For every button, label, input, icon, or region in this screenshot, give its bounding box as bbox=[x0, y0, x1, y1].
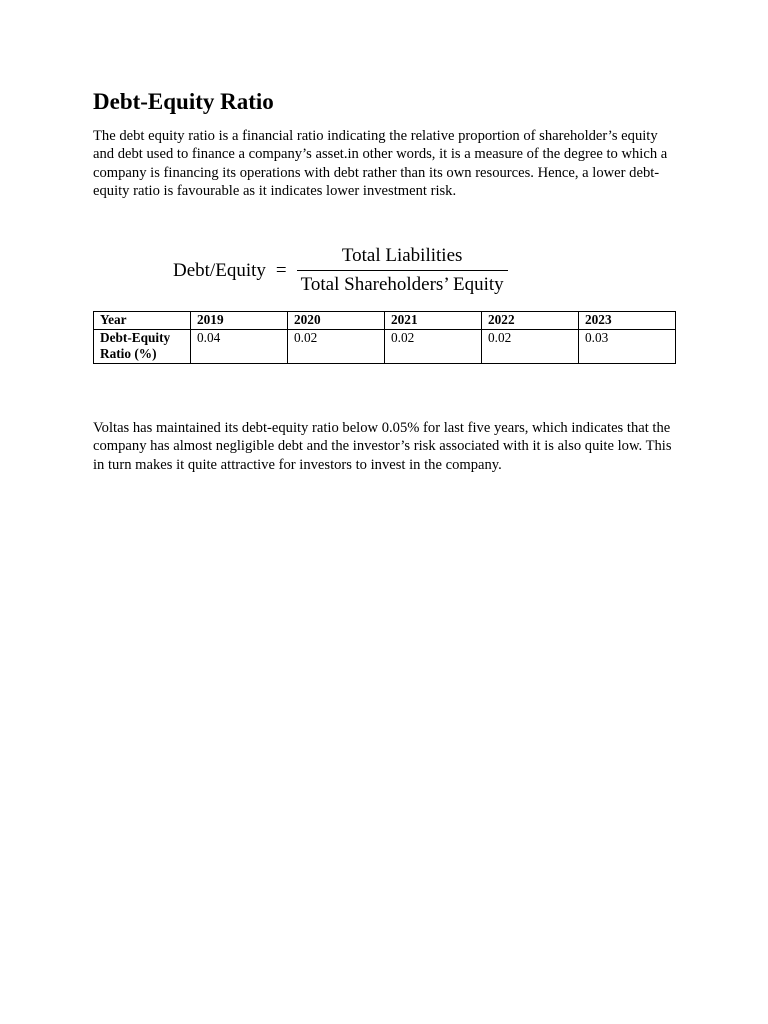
table-header-year: 2022 bbox=[482, 312, 579, 330]
table-header-year: 2019 bbox=[191, 312, 288, 330]
formula-fraction bbox=[297, 244, 508, 297]
formula-lhs: Debt/Equity bbox=[173, 259, 266, 281]
table-cell: 0.04 bbox=[191, 329, 288, 363]
debt-equity-table bbox=[93, 311, 676, 364]
page-title: Debt-Equity Ratio bbox=[93, 89, 274, 114]
formula-denominator: Total Shareholders’ Equity bbox=[300, 274, 504, 295]
table-header-year: 2021 bbox=[385, 312, 482, 330]
table-header-row bbox=[94, 312, 676, 330]
table-row-label: Debt-Equity Ratio (%) bbox=[94, 329, 191, 363]
debt-equity-formula bbox=[173, 244, 508, 297]
table-header-year: 2023 bbox=[579, 312, 676, 330]
formula-equals: = bbox=[275, 259, 287, 281]
intro-paragraph: The debt equity ratio is a financial ratio indicating the relative proportion of shareholder’s equity and debt used to finance a company’s asset.in other words, it is a measure of the degree to which a company is financing its operations with debt rather than its own resources. Hence, a lower debt-equity ratio is favourable as it indicates lower investment risk. bbox=[93, 128, 668, 200]
table-cell: 0.03 bbox=[579, 329, 676, 363]
table-header-year: 2020 bbox=[288, 312, 385, 330]
table-header-label: Year bbox=[94, 312, 191, 330]
table-cell: 0.02 bbox=[385, 329, 482, 363]
conclusion-paragraph: Voltas has maintained its debt-equity ratio below 0.05% for last five years, which indicates that the company has almost negligible debt and the investor’s risk associated with it is also quite low. This in turn makes it quite attractive for investors to invest in the company. bbox=[93, 420, 672, 473]
table-row bbox=[94, 329, 676, 363]
formula-numerator: Total Liabilities bbox=[341, 245, 463, 266]
table-cell: 0.02 bbox=[482, 329, 579, 363]
table-cell: 0.02 bbox=[288, 329, 385, 363]
